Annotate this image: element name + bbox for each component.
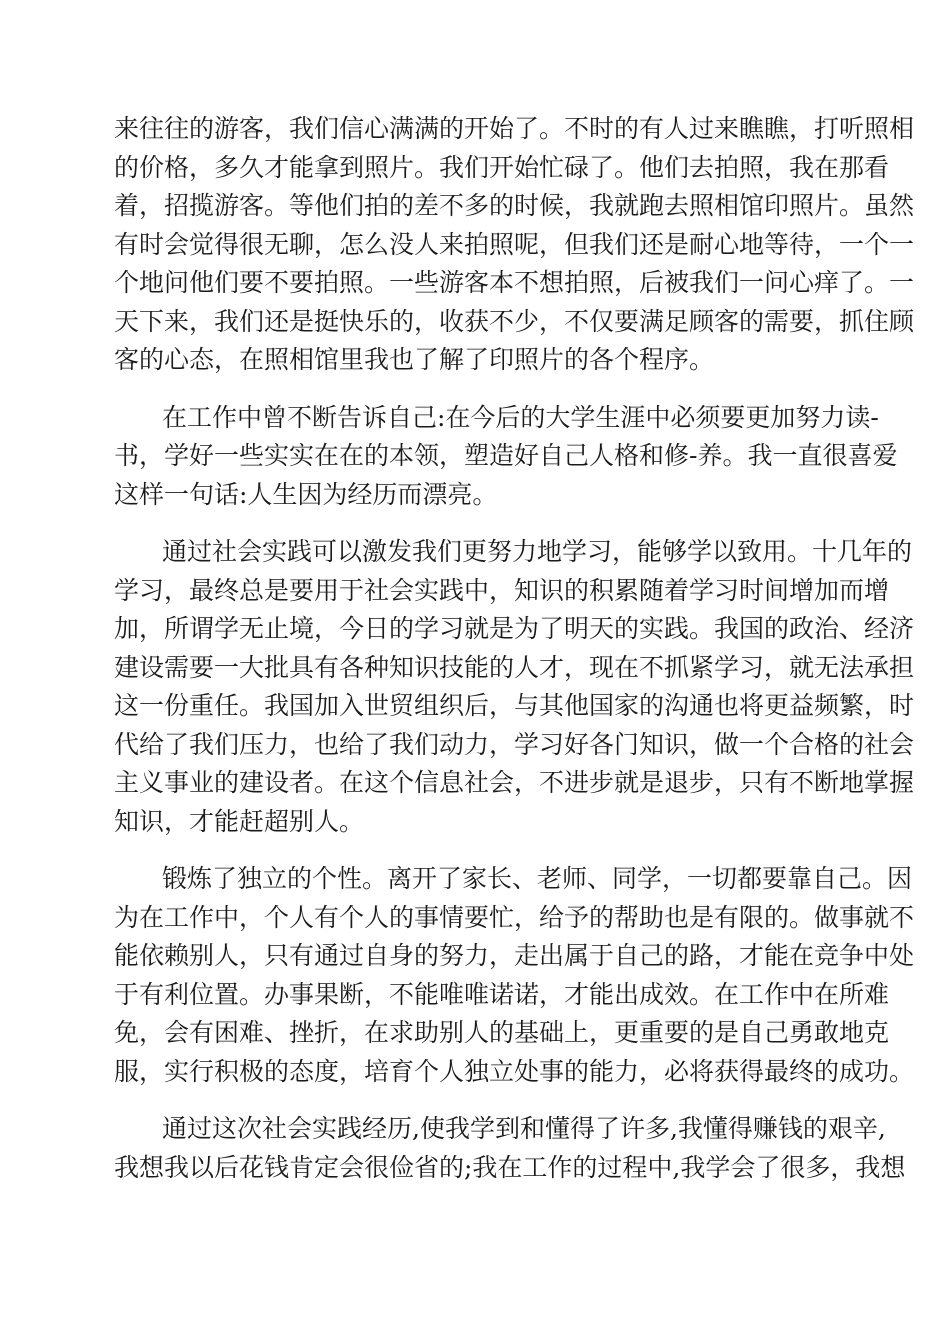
text-line: 学习，最终总是要用于社会实践中，知识的积累随着学习时间增加而增	[114, 575, 890, 605]
text-line: 有时会觉得很无聊，怎么没人来拍照呢，但我们还是耐心地等待，一个一	[114, 229, 915, 259]
text-line: 于有利位置。办事果断，不能唯唯诺诺，才能出成效。在工作中在所难	[114, 979, 890, 1009]
text-line: 书，学好一些实实在在的本领，塑造好自己人格和修-养。我一直很喜爱	[114, 441, 898, 470]
text-line: 这一份重任。我国加入世贸组织后，与其他国家的沟通也将更益频繁，时	[114, 691, 915, 720]
text-line: 客的心态，在照相馆里我也了解了印照片的各个程序。	[114, 345, 715, 374]
text-line: 我想我以后花钱肯定会很俭省的;我在工作的过程中,我学会了很多，我想	[114, 1152, 906, 1182]
paragraph-5	[114, 1110, 906, 1187]
text-line: 着，招揽游客。等他们拍的差不多的时候，我就跑去照相馆印照片。虽然	[114, 191, 915, 220]
document-body	[114, 110, 915, 1206]
text-line: 来往往的游客，我们信心满满的开始了。不时的有人过来瞧瞧，打听照相	[114, 114, 915, 143]
paragraph-2	[114, 399, 898, 515]
text-line: 建设需要一大批具有各种知识技能的人才，现在不抓紧学习，就无法承担	[114, 652, 915, 682]
paragraph-4	[114, 860, 915, 1091]
text-line: 为在工作中，个人有个人的事情要忙，给予的帮助也是有限的。做事就不	[114, 902, 915, 932]
text-line: 服，实行积极的态度，培育个人独立处事的能力，必将获得最终的成功。	[114, 1056, 915, 1086]
text-line: 锻炼了独立的个性。离开了家长、老师、同学，一切都要靠自己。因	[162, 864, 913, 893]
text-line: 免，会有困难、挫折，在求助别人的基础上，更重要的是自己勇敢地克	[114, 1018, 890, 1047]
text-line: 加，所谓学无止境，今日的学习就是为了明天的实践。我国的政治、经济	[114, 614, 915, 643]
text-line: 天下来，我们还是挺快乐的，收获不少，不仅要满足顾客的需要，抓住顾	[114, 306, 915, 336]
text-line: 在工作中曾不断告诉自己:在今后的大学生涯中必须要更加努力读-	[162, 402, 879, 432]
text-line: 通过这次社会实践经历,使我学到和懂得了许多,我懂得赚钱的艰辛,	[162, 1114, 886, 1143]
text-line: 能依赖别人，只有通过自身的努力，走出属于自己的路，才能在竞争中处	[114, 941, 915, 970]
text-line: 个地问他们要不要拍照。一些游客本不想拍照，后被我们一问心痒了。一	[114, 268, 915, 297]
text-line: 主义事业的建设者。在这个信息社会，不进步就是退步，只有不断地掌握	[114, 768, 915, 797]
text-line: 知识，才能赶超别人。	[114, 806, 365, 836]
text-line: 的价格，多久才能拿到照片。我们开始忙碌了。他们去拍照，我在那看	[114, 152, 890, 182]
text-line: 这样一句话:人生因为经历而漂亮。	[114, 479, 498, 509]
text-line: 代给了我们压力，也给了我们动力，学习好各门知识，做一个合格的社会	[114, 729, 915, 759]
text-line: 通过社会实践可以激发我们更努力地学习，能够学以致用。十几年的	[162, 537, 913, 566]
paragraph-1	[114, 110, 915, 380]
paragraph-3	[114, 533, 915, 841]
